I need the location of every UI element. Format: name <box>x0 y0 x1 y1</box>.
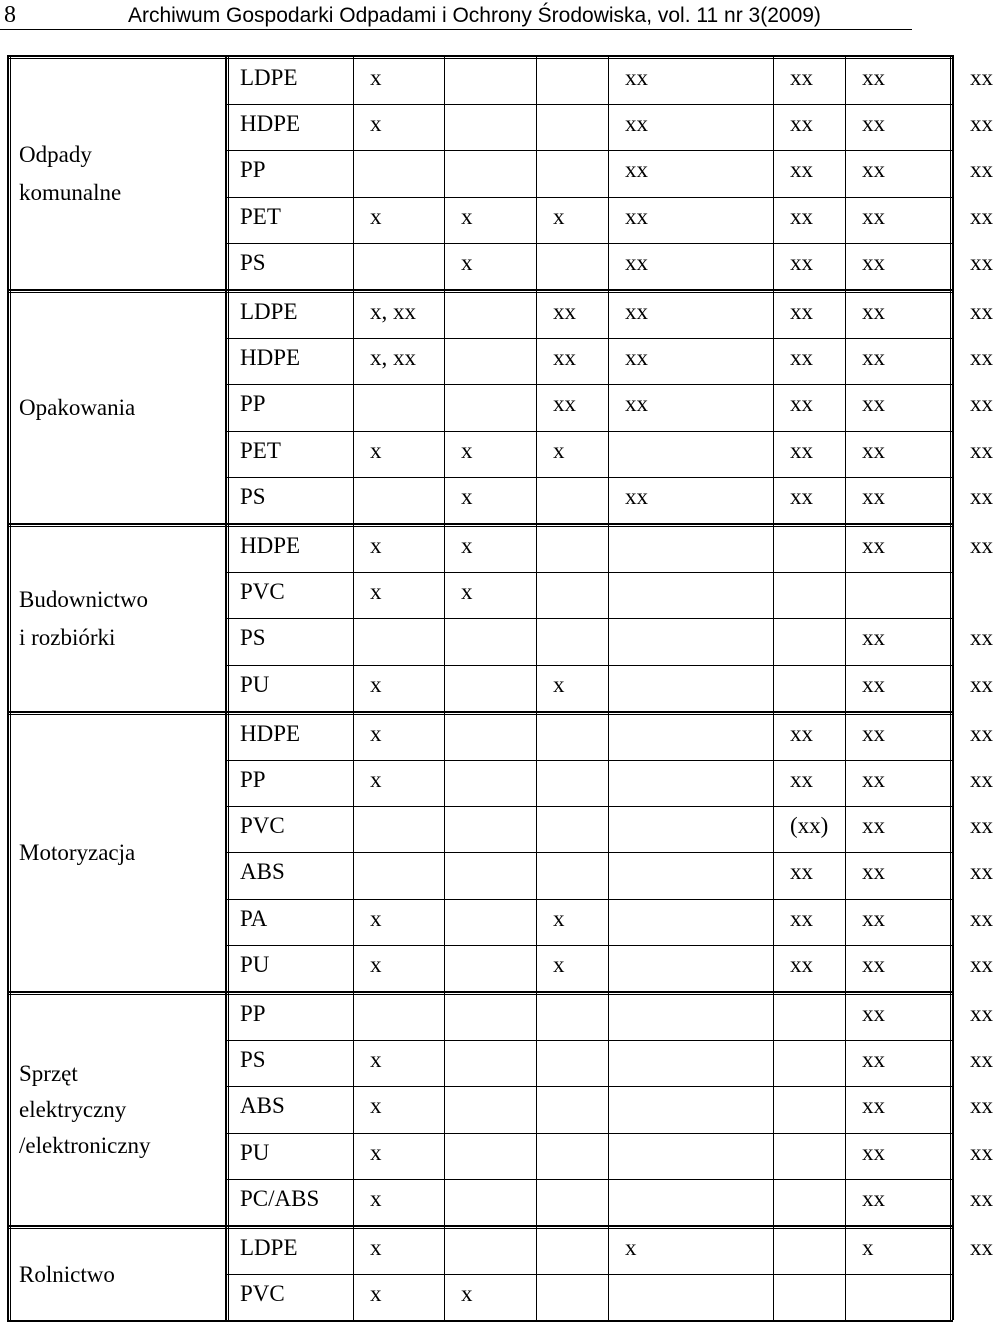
mark-cell: xx <box>862 345 885 371</box>
mark-cell: xx <box>625 345 648 371</box>
material-cell: HDPE <box>240 533 301 558</box>
mark-cell: xx <box>970 437 993 463</box>
mark-cell: xx <box>862 299 885 324</box>
mark-cell: xx <box>790 203 813 229</box>
mark-cell: xx <box>862 625 885 651</box>
mark-cell: x <box>370 203 382 229</box>
column-rule <box>536 55 537 1320</box>
material-cell: HDPE <box>240 111 301 137</box>
mark-cell: xx <box>862 1139 885 1165</box>
table-top-border <box>7 55 953 57</box>
mark-cell: x <box>370 533 382 558</box>
mark-cell: xx <box>970 625 993 651</box>
mark-cell: x <box>370 1139 382 1165</box>
category-label-line: Budownictwo <box>19 586 149 612</box>
category-label <box>19 140 221 216</box>
material-cell: LDPE <box>240 299 298 324</box>
mark-cell: xx <box>970 391 993 417</box>
mark-cell: xx <box>862 1093 885 1119</box>
mark-cell: xx <box>862 1185 885 1211</box>
mark-cell: x <box>370 767 382 792</box>
mark-cell: xx <box>625 111 648 137</box>
mark-cell: x <box>370 720 382 746</box>
material-cell: HDPE <box>240 720 301 746</box>
group-separator-inner <box>7 994 953 995</box>
material-cell: PS <box>240 625 266 651</box>
mark-cell: xx <box>790 65 813 90</box>
table-right-border <box>952 55 954 1320</box>
category-label-line: i rozbiórki <box>19 624 116 650</box>
mark-cell: x <box>370 1281 382 1307</box>
mark-cell: x <box>461 483 473 509</box>
group-separator <box>7 991 953 993</box>
mark-cell: x <box>553 203 565 229</box>
row-separator <box>225 899 953 900</box>
mark-cell: xx <box>970 111 993 137</box>
column-rule <box>845 55 846 1320</box>
mark-cell: xx <box>970 1093 993 1119</box>
material-cell: PU <box>240 671 270 697</box>
mark-cell: xx <box>862 391 885 417</box>
category-label <box>19 393 221 422</box>
row-separator <box>225 197 953 198</box>
row-separator <box>225 150 953 151</box>
mark-cell: xx <box>790 157 813 183</box>
mark-cell: xx <box>625 299 648 324</box>
row-separator <box>225 806 953 807</box>
page-header <box>0 0 960 44</box>
mark-cell: x <box>862 1235 874 1260</box>
category-column-rule <box>225 55 227 1320</box>
journal-title: Archiwum Gospodarki Odpadami i Ochrony Środowiska, vol. 11 nr 3(2009) <box>128 4 821 27</box>
mark-cell: x <box>370 671 382 697</box>
group-separator <box>7 1225 953 1227</box>
mark-cell: x <box>370 1047 382 1073</box>
material-cell: PA <box>240 905 268 931</box>
mark-cell: xx <box>970 65 993 90</box>
mark-cell: x <box>370 437 382 463</box>
mark-cell: xx <box>970 951 993 977</box>
row-separator <box>225 104 953 105</box>
mark-cell: x <box>553 951 565 977</box>
mark-cell: x, xx <box>370 345 416 371</box>
material-cell: PP <box>240 767 266 792</box>
material-cell: LDPE <box>240 1235 298 1260</box>
material-cell: HDPE <box>240 345 301 371</box>
row-separator <box>225 477 953 478</box>
mark-cell: xx <box>970 299 993 324</box>
group-separator <box>7 1320 953 1322</box>
mark-cell: xx <box>970 157 993 183</box>
mark-cell: xx <box>790 859 813 885</box>
group-separator <box>7 523 953 525</box>
mark-cell: xx <box>790 249 813 275</box>
category-label <box>19 838 221 867</box>
category-label-line: Motoryzacja <box>19 839 136 865</box>
mark-cell: xx <box>970 1235 993 1260</box>
mark-cell: x <box>461 249 473 275</box>
recycling-table <box>7 55 993 1326</box>
mark-cell: xx <box>862 533 885 558</box>
row-separator <box>225 1086 953 1087</box>
row-separator <box>225 572 953 573</box>
mark-cell: xx <box>790 345 813 371</box>
column-rule <box>444 55 445 1320</box>
row-separator <box>225 1179 953 1180</box>
mark-cell: xx <box>970 1001 993 1026</box>
material-cell: PU <box>240 1139 270 1165</box>
table-left-border <box>7 55 9 1320</box>
mark-cell: xx <box>970 249 993 275</box>
material-cell: PVC <box>240 579 285 605</box>
group-separator-inner <box>7 1228 953 1229</box>
mark-cell: xx <box>553 391 576 417</box>
mark-cell: xx <box>862 157 885 183</box>
category-label <box>19 1260 221 1289</box>
material-cell: PET <box>240 203 281 229</box>
material-cell: PVC <box>240 813 285 839</box>
row-separator <box>225 945 953 946</box>
mark-cell: xx <box>790 483 813 509</box>
mark-cell: x <box>370 951 382 977</box>
mark-cell: xx <box>625 249 648 275</box>
mark-cell: xx <box>625 157 648 183</box>
mark-cell: xx <box>790 951 813 977</box>
mark-cell: xx <box>970 533 993 558</box>
mark-cell: x <box>370 905 382 931</box>
category-label-line: elektryczny <box>19 1097 127 1122</box>
category-label <box>19 1059 221 1167</box>
column-rule <box>773 55 774 1320</box>
mark-cell: xx <box>862 859 885 885</box>
table-left-border-inner <box>10 55 11 1320</box>
material-cell: PP <box>240 391 266 417</box>
row-separator <box>225 852 953 853</box>
mark-cell: xx <box>790 720 813 746</box>
mark-cell: xx <box>553 299 576 324</box>
material-cell: PET <box>240 437 281 463</box>
mark-cell: x <box>625 1235 637 1260</box>
mark-cell: x, xx <box>370 299 416 324</box>
row-separator <box>225 760 953 761</box>
mark-cell: xx <box>970 203 993 229</box>
group-separator-inner <box>7 526 953 527</box>
mark-cell: xx <box>970 813 993 839</box>
row-separator <box>225 384 953 385</box>
mark-cell: xx <box>862 249 885 275</box>
mark-cell: x <box>553 905 565 931</box>
group-separator <box>7 289 953 291</box>
mark-cell: x <box>461 1281 473 1307</box>
material-cell: PS <box>240 483 266 509</box>
mark-cell: xx <box>862 951 885 977</box>
mark-cell: x <box>370 1185 382 1211</box>
material-cell: PP <box>240 157 266 183</box>
group-separator-inner <box>7 714 953 715</box>
mark-cell: x <box>461 437 473 463</box>
mark-cell: xx <box>970 905 993 931</box>
mark-cell: xx <box>862 65 885 90</box>
mark-cell: xx <box>862 813 885 839</box>
material-cell: ABS <box>240 1093 285 1119</box>
mark-cell: xx <box>625 203 648 229</box>
material-cell: PP <box>240 1001 266 1026</box>
header-rule <box>0 29 912 30</box>
mark-cell: xx <box>970 1185 993 1211</box>
category-label-line: Rolnictwo <box>19 1261 115 1287</box>
material-cell: PVC <box>240 1281 285 1307</box>
page-number: 8 <box>4 2 16 28</box>
mark-cell: xx <box>970 345 993 371</box>
mark-cell: xx <box>862 111 885 137</box>
mark-cell: (xx) <box>790 813 829 839</box>
mark-cell: x <box>553 437 565 463</box>
category-label-line: /elektroniczny <box>19 1133 151 1158</box>
mark-cell: x <box>461 533 473 558</box>
column-rule <box>353 55 354 1320</box>
mark-cell: x <box>370 1235 382 1260</box>
group-separator <box>7 711 953 713</box>
mark-cell: xx <box>790 437 813 463</box>
mark-cell: xx <box>553 345 576 371</box>
row-separator <box>225 665 953 666</box>
mark-cell: xx <box>625 65 648 90</box>
mark-cell: xx <box>970 767 993 792</box>
mark-cell: x <box>461 579 473 605</box>
mark-cell: xx <box>790 767 813 792</box>
row-separator <box>225 1133 953 1134</box>
mark-cell: xx <box>862 767 885 792</box>
mark-cell: x <box>370 1093 382 1119</box>
mark-cell: xx <box>862 1001 885 1026</box>
table-top-border-inner <box>7 58 953 59</box>
material-cell: PS <box>240 249 266 275</box>
row-separator <box>225 431 953 432</box>
mark-cell: xx <box>625 391 648 417</box>
mark-cell: xx <box>970 859 993 885</box>
material-cell: PU <box>240 951 270 977</box>
category-label-line: Odpady <box>19 142 92 167</box>
material-cell: LDPE <box>240 65 298 90</box>
table-right-border-inner <box>950 55 951 1320</box>
mark-cell: xx <box>862 483 885 509</box>
row-separator <box>225 1274 953 1275</box>
mark-cell: x <box>553 671 565 697</box>
material-cell: PS <box>240 1047 266 1073</box>
mark-cell: xx <box>790 299 813 324</box>
mark-cell: xx <box>970 720 993 746</box>
mark-cell: xx <box>862 203 885 229</box>
category-label <box>19 585 221 661</box>
mark-cell: xx <box>862 671 885 697</box>
mark-cell: xx <box>970 1139 993 1165</box>
mark-cell: x <box>370 65 382 90</box>
category-label-line: Sprzęt <box>19 1061 78 1086</box>
mark-cell: xx <box>625 483 648 509</box>
row-separator <box>225 618 953 619</box>
material-cell: PC/ABS <box>240 1185 320 1211</box>
column-rule <box>608 55 609 1320</box>
row-separator <box>225 243 953 244</box>
group-separator-inner <box>7 292 953 293</box>
mark-cell: xx <box>790 391 813 417</box>
mark-cell: xx <box>970 483 993 509</box>
mark-cell: xx <box>862 437 885 463</box>
mark-cell: x <box>370 111 382 137</box>
mark-cell: xx <box>790 905 813 931</box>
mark-cell: xx <box>790 111 813 137</box>
mark-cell: xx <box>970 671 993 697</box>
mark-cell: xx <box>862 1047 885 1073</box>
mark-cell: x <box>370 579 382 605</box>
category-column-rule-inner <box>228 55 229 1320</box>
category-label-line: Opakowania <box>19 395 136 420</box>
category-label-line: komunalne <box>19 180 122 205</box>
material-cell: ABS <box>240 859 285 885</box>
mark-cell: xx <box>970 1047 993 1073</box>
mark-cell: xx <box>862 905 885 931</box>
mark-cell: x <box>461 203 473 229</box>
row-separator <box>225 1040 953 1041</box>
mark-cell: xx <box>862 720 885 746</box>
row-separator <box>225 338 953 339</box>
